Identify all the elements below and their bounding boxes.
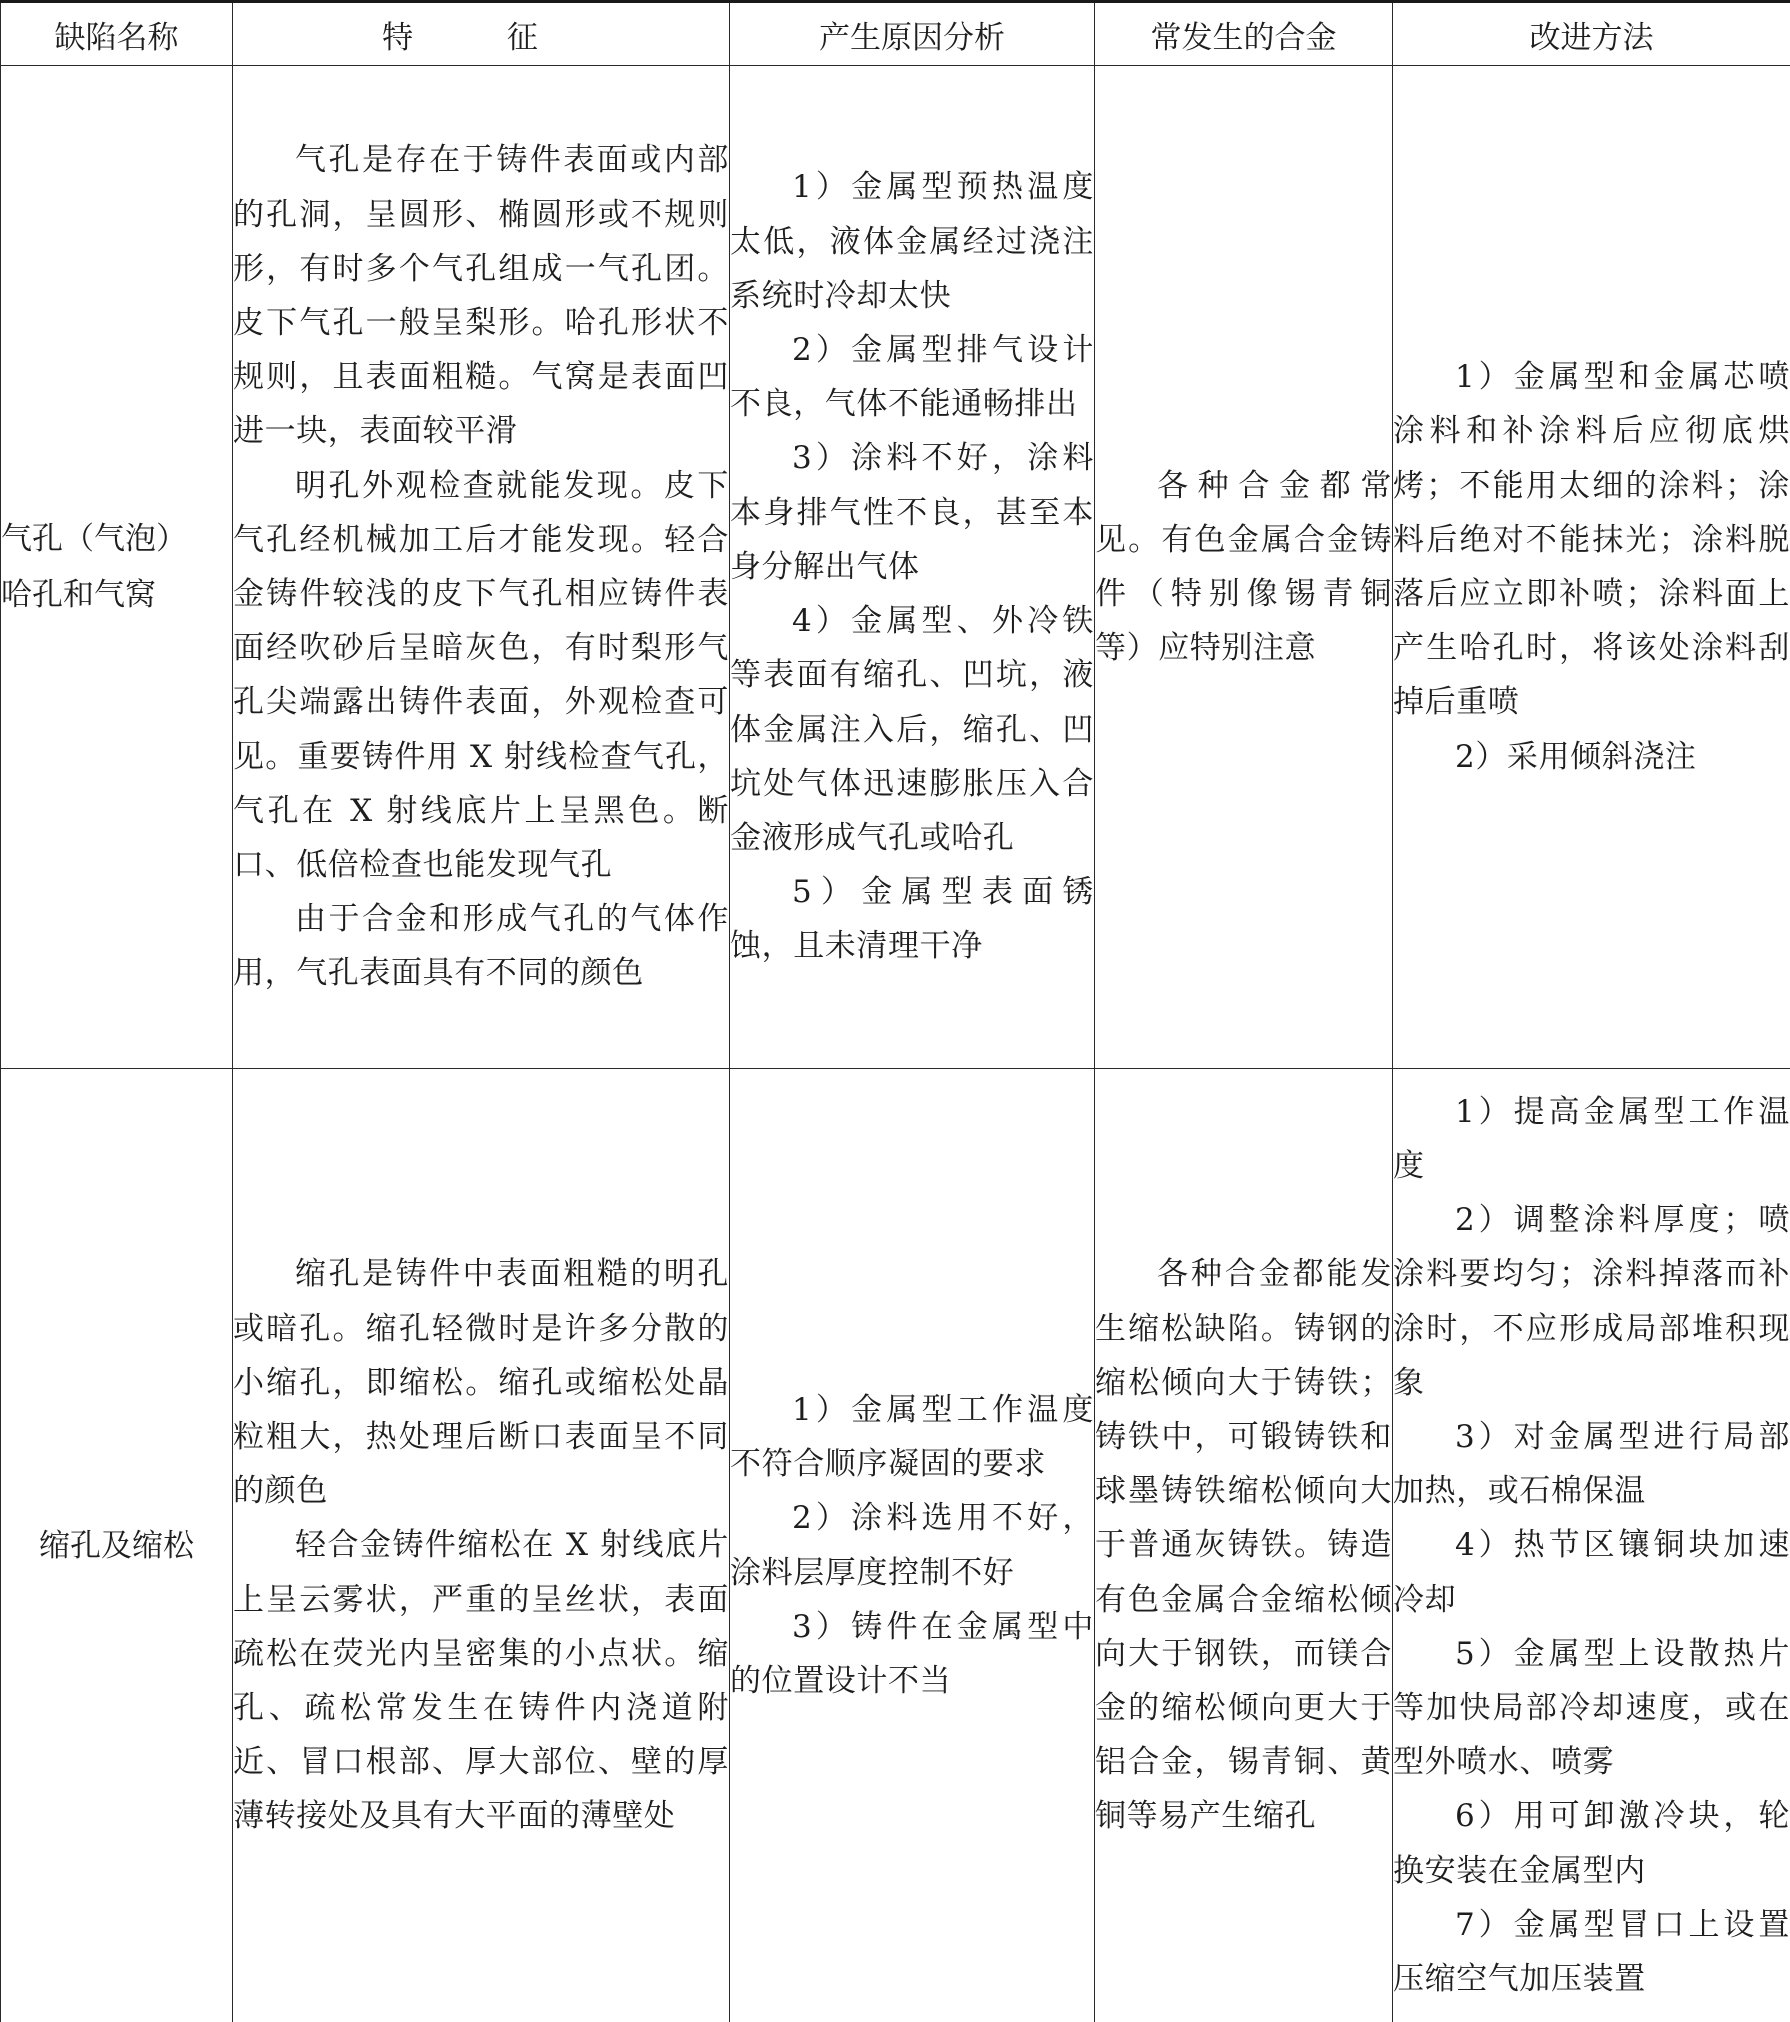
defect-name-cell xyxy=(1,1069,233,2022)
cause-item: 1）金属型工作温度不符合顺序凝固的要求 xyxy=(730,1383,1094,1491)
defect-name-line: 哈孔和气窝 xyxy=(1,567,232,623)
improvements-cell xyxy=(1393,66,1790,1069)
alloys-cell xyxy=(1095,66,1393,1069)
improvement-item: 7）金属型冒口上设置压缩空气加压装置 xyxy=(1393,1898,1790,2006)
feature-paragraph: 由于合金和形成气孔的气体作用，气孔表面具有不同的颜色 xyxy=(233,892,729,1000)
cause-item: 2）金属型排气设计不良，气体不能通畅排出 xyxy=(730,323,1094,431)
cause-item: 4）金属型、外冷铁等表面有缩孔、凹坑，液体金属注入后，缩孔、凹坑处气体迅速膨胀压入合金液形成气孔或哈孔 xyxy=(730,594,1094,865)
causes-cell xyxy=(730,66,1095,1069)
improvement-item: 2）调整涂料厚度；喷涂料要均匀；涂料掉落而补涂时，不应形成局部堆积现象 xyxy=(1393,1193,1790,1410)
table-header-row xyxy=(1,2,1790,66)
header-alloys: 常发生的合金 xyxy=(1095,2,1393,66)
header-improvements: 改进方法 xyxy=(1393,2,1790,66)
header-causes: 产生原因分析 xyxy=(730,2,1095,66)
cause-item: 2）涂料选用不好，涂料层厚度控制不好 xyxy=(730,1491,1094,1599)
defect-name-line: 缩孔及缩松 xyxy=(1,1518,232,1574)
cause-item: 1）金属型预热温度太低，液体金属经过浇注系统时冷却太快 xyxy=(730,160,1094,323)
alloy-text: 各种合金都常见。有色金属合金铸件（特别像锡青铜等）应特别注意 xyxy=(1095,459,1392,676)
cause-item: 3）铸件在金属型中的位置设计不当 xyxy=(730,1600,1094,1708)
table-row xyxy=(1,66,1790,1069)
improvement-item: 6）用可卸激冷块，轮换安装在金属型内 xyxy=(1393,1789,1790,1897)
features-cell xyxy=(233,66,730,1069)
feature-paragraph: 明孔外观检查就能发现。皮下气孔经机械加工后才能发现。轻合金铸件较浅的皮下气孔相应铸件表面经吹砂后呈暗灰色，有时梨形气孔尖端露出铸件表面，外观检查可见。重要铸件用 X 射线检查气孔，气孔在 X 射线底片上呈黑色。断口、低倍检查也能发现气孔 xyxy=(233,459,729,893)
improvement-item: 2）采用倾斜浇注 xyxy=(1393,730,1790,784)
defect-name-cell xyxy=(1,66,233,1069)
defect-name-line: 气孔（气泡） xyxy=(1,511,232,567)
improvement-item: 4）热节区镶铜块加速冷却 xyxy=(1393,1518,1790,1626)
cause-item: 3）涂料不好，涂料本身排气性不良，甚至本身分解出气体 xyxy=(730,431,1094,594)
header-defect-name: 缺陷名称 xyxy=(1,2,233,66)
causes-cell xyxy=(730,1069,1095,2022)
improvement-item: 1）提高金属型工作温度 xyxy=(1393,1085,1790,1193)
alloys-cell xyxy=(1095,1069,1393,2022)
alloy-text: 各种合金都能发生缩松缺陷。铸钢的缩松倾向大于铸铁；铸铁中，可锻铸铁和球墨铸铁缩松倾向大于普通灰铸铁。铸造有色金属合金缩松倾向大于钢铁，而镁合金的缩松倾向更大于铝合金，锡青铜、黄铜等易产生缩孔 xyxy=(1095,1247,1392,1843)
header-features: 特 征 xyxy=(233,2,730,66)
cause-item: 5）金属型表面锈蚀，且未清理干净 xyxy=(730,865,1094,973)
features-cell xyxy=(233,1069,730,2022)
improvement-item: 5）金属型上设散热片等加快局部冷却速度，或在型外喷水、喷雾 xyxy=(1393,1627,1790,1790)
improvement-item: 1）金属型和金属芯喷涂料和补涂料后应彻底烘烤；不能用太细的涂料；涂料后绝对不能抹光；涂料脱落后应立即补喷；涂料面上产生哈孔时，将该处涂料刮掉后重喷 xyxy=(1393,350,1790,729)
improvements-cell xyxy=(1393,1069,1790,2022)
feature-paragraph: 轻合金铸件缩松在 X 射线底片上呈云雾状，严重的呈丝状，表面疏松在荧光内呈密集的小点状。缩孔、疏松常发生在铸件内浇道附近、冒口根部、厚大部位、壁的厚薄转接处及具有大平面的薄壁处 xyxy=(233,1518,729,1843)
feature-paragraph: 缩孔是铸件中表面粗糙的明孔或暗孔。缩孔轻微时是许多分散的小缩孔，即缩松。缩孔或缩松处晶粒粗大，热处理后断口表面呈不同的颜色 xyxy=(233,1247,729,1518)
feature-paragraph: 气孔是存在于铸件表面或内部的孔洞，呈圆形、椭圆形或不规则形，有时多个气孔组成一气孔团。皮下气孔一般呈梨形。哈孔形状不规则，且表面粗糙。气窝是表面凹进一块，表面较平滑 xyxy=(233,133,729,458)
table-row xyxy=(1,1069,1790,2022)
improvement-item: 3）对金属型进行局部加热，或石棉保温 xyxy=(1393,1410,1790,1518)
